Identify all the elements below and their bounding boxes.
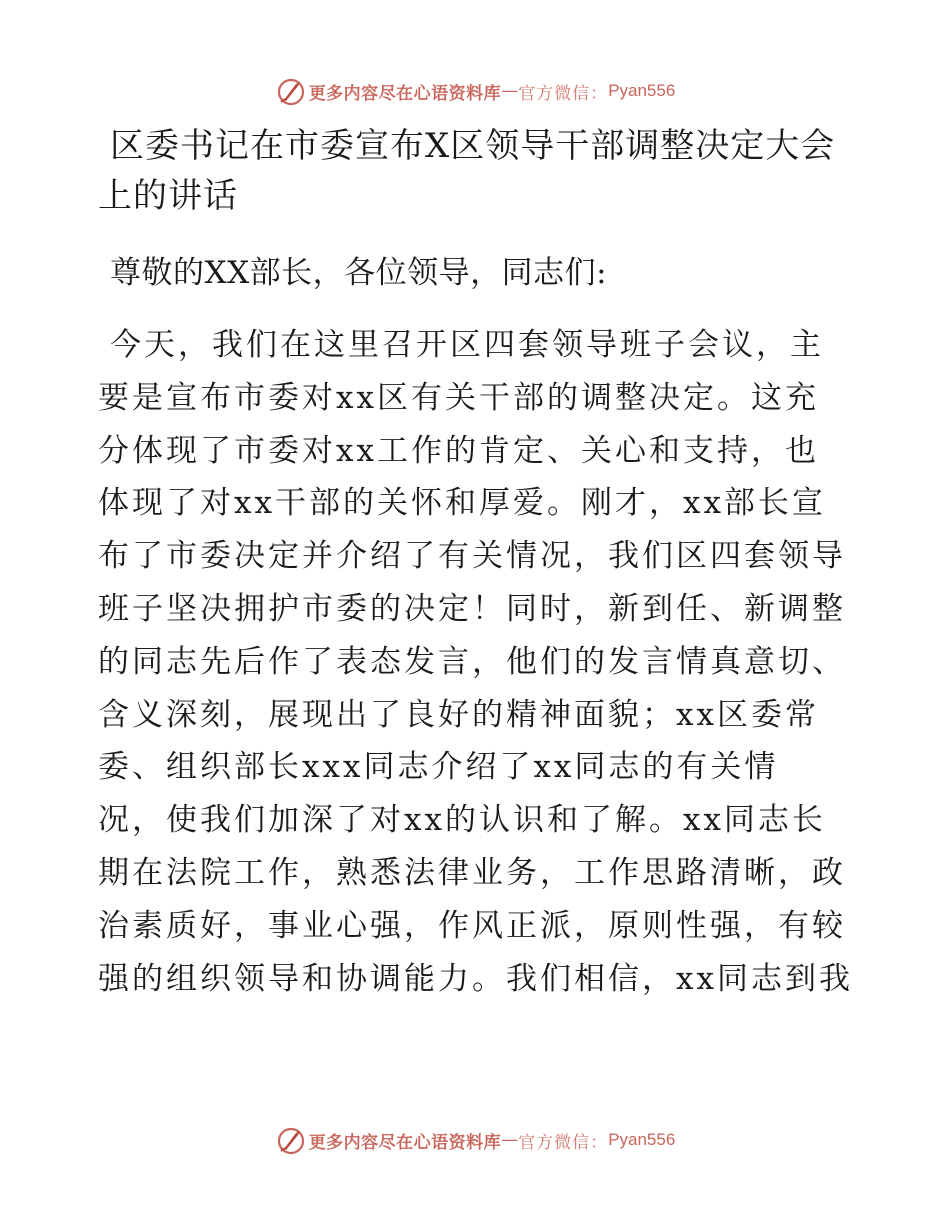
watermark-sub-text: 官方微信： <box>518 83 609 104</box>
watermark-dash: — <box>501 81 519 101</box>
greeting: 尊敬的XX部长，各位领导，同志们: <box>110 255 608 291</box>
document-title <box>98 121 858 221</box>
header-watermark <box>0 71 950 111</box>
quill-logo-icon <box>275 1124 307 1156</box>
paragraph-line: 含义深刻，展现出了良好的精神面貌；xx区委常 <box>98 696 819 733</box>
paragraph-line: 强的组织领导和协调能力。我们相信，xx同志到我 <box>98 960 853 997</box>
paragraph-line: 的同志先后作了表态发言，他们的发言情真意切、 <box>98 643 846 680</box>
paragraph-line: 要是宣布市委对xx区有关干部的调整决定。这充 <box>98 379 819 416</box>
paragraph-line: 治素质好，事业心强，作风正派，原则性强，有较 <box>98 907 846 944</box>
title-line-1: 区委书记在市委宣布X区领导干部调整决定大会 <box>110 126 836 166</box>
paragraph-line: 今天，我们在这里召开区四套领导班子会议，主 <box>110 327 824 363</box>
watermark-wechat-id: Pyan556 <box>608 81 676 100</box>
paragraph-line: 分体现了市委对xx工作的肯定、关心和支持，也 <box>98 432 819 469</box>
watermark-main-text: 更多内容尽在心语资料库 <box>308 83 502 104</box>
paragraph-line: 况，使我们加深了对xx的认识和了解。xx同志长 <box>98 802 826 839</box>
watermark-wechat-id: Pyan556 <box>608 1130 676 1149</box>
paragraph-line: 体现了对xx干部的关怀和厚爱。刚才，xx部长宣 <box>98 485 826 522</box>
watermark-sub-text: 官方微信： <box>518 1132 609 1153</box>
watermark-dash: — <box>501 1130 519 1150</box>
watermark-main-text: 更多内容尽在心语资料库 <box>308 1132 502 1153</box>
title-line-2: 上的讲话 <box>98 176 238 216</box>
paragraph-line: 布了市委决定并介绍了有关情况，我们区四套领导 <box>98 538 846 575</box>
paragraph-line: 期在法院工作，熟悉法律业务，工作思路清晰，政 <box>98 854 846 891</box>
paragraph-line: 班子坚决拥护市委的决定！同时，新到任、新调整 <box>98 590 846 627</box>
paragraph-line: 委、组织部长xxx同志介绍了xx同志的有关情 <box>98 749 779 786</box>
quill-logo-icon <box>275 75 307 107</box>
speech-paragraph <box>98 319 858 1005</box>
document-body <box>98 121 858 1005</box>
footer-watermark <box>0 1120 950 1160</box>
